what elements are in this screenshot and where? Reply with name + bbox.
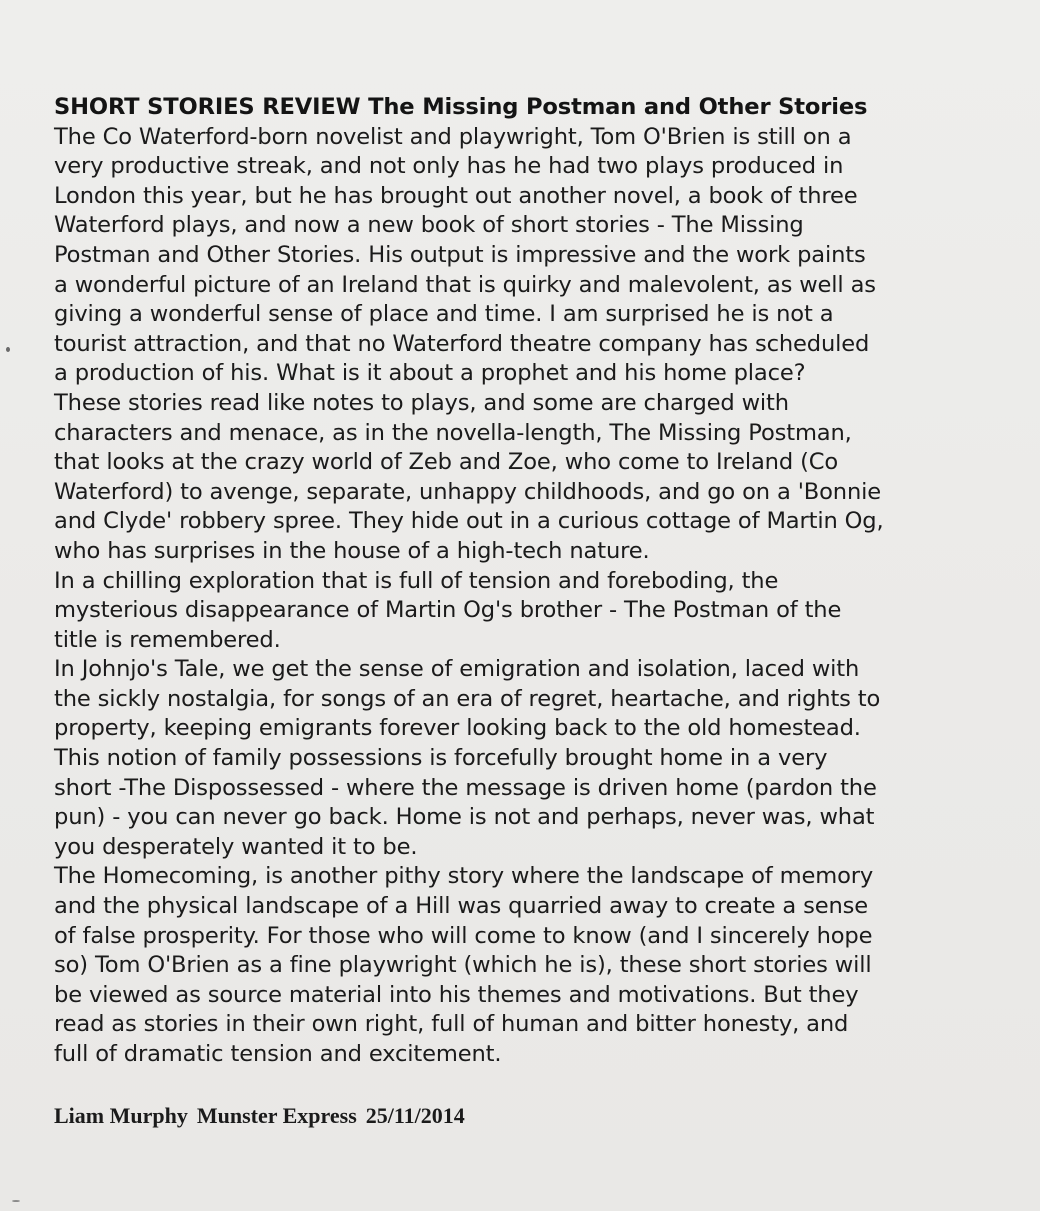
article-line: who has surprises in the house of a high-tech nature. — [54, 537, 650, 564]
article-line: Postman and Other Stories. His output is impressive and the work paints — [54, 241, 866, 268]
article-line: the sickly nostalgia, for songs of an era of regret, heartache, and rights to — [54, 685, 881, 712]
article-line: full of dramatic tension and excitement. — [54, 1041, 502, 1067]
byline — [54, 1102, 474, 1130]
article-line: short -The Dispossessed - where the message is driven home (pardon the — [54, 774, 877, 801]
article-line: In a chilling exploration that is full of tension and foreboding, the — [54, 567, 779, 594]
article-line: a production of his. What is it about a prophet and his home place? — [54, 360, 806, 387]
scan-speck — [6, 347, 10, 352]
article-line: giving a wonderful sense of place and time. I am surprised he is not a — [54, 301, 834, 328]
article-line: of false prosperity. For those who will come to know (and I sincerely hope — [54, 922, 873, 949]
article-line: characters and menace, as in the novella-length, The Missing Postman, — [54, 419, 852, 446]
article-line: title is remembered. — [54, 626, 281, 653]
article-line: property, keeping emigrants forever looking back to the old homestead. — [54, 715, 861, 742]
article-line: Waterford) to avenge, separate, unhappy childhoods, and go on a 'Bonnie — [54, 478, 882, 505]
article-line: a wonderful picture of an Ireland that is quirky and malevolent, as well as — [54, 271, 876, 298]
article-line: pun) - you can never go back. Home is not and perhaps, never was, what — [54, 804, 875, 831]
article-line: mysterious disappearance of Martin Og's brother - The Postman of the — [54, 597, 842, 624]
article-line: and Clyde' robbery spree. They hide out in a curious cottage of Martin Og, — [54, 508, 884, 535]
article-line: In Johnjo's Tale, we get the sense of emigration and isolation, laced with — [54, 656, 860, 683]
article-body — [54, 123, 984, 1070]
article-line: read as stories in their own right, full of human and bitter honesty, and — [54, 1011, 849, 1038]
headline: SHORT STORIES REVIEW The Missing Postman and Other Stories — [54, 94, 868, 120]
byline-author: Liam Murphy — [54, 1103, 188, 1128]
article-line: These stories read like notes to plays, and some are charged with — [54, 389, 789, 416]
article-line: so) Tom O'Brien as a fine playwright (which he is), these short stories will — [54, 952, 872, 979]
scan-speck — [12, 1200, 20, 1202]
article-line: This notion of family possessions is forcefully brought home in a very — [54, 745, 828, 772]
article-line: tourist attraction, and that no Waterford theatre company has scheduled — [54, 330, 870, 357]
article-line: London this year, but he has brought out another novel, a book of three — [54, 182, 858, 209]
article-line: be viewed as source material into his themes and motivations. But they — [54, 981, 859, 1008]
review-article — [54, 93, 984, 1070]
article-line: very productive streak, and not only has he had two plays produced in — [54, 153, 844, 180]
article-line: The Homecoming, is another pithy story where the landscape of memory — [54, 863, 874, 890]
byline-date: 25/11/2014 — [365, 1103, 465, 1128]
article-line: and the physical landscape of a Hill was quarried away to create a sense — [54, 893, 869, 920]
article-line: Waterford plays, and now a new book of short stories - The Missing — [54, 212, 804, 239]
article-line: that looks at the crazy world of Zeb and Zoe, who come to Ireland (Co — [54, 449, 839, 476]
byline-publication: Munster Express — [196, 1103, 357, 1128]
article-line: The Co Waterford-born novelist and playwright, Tom O'Brien is still on a — [54, 123, 852, 150]
article-line: you desperately wanted it to be. — [54, 833, 418, 860]
